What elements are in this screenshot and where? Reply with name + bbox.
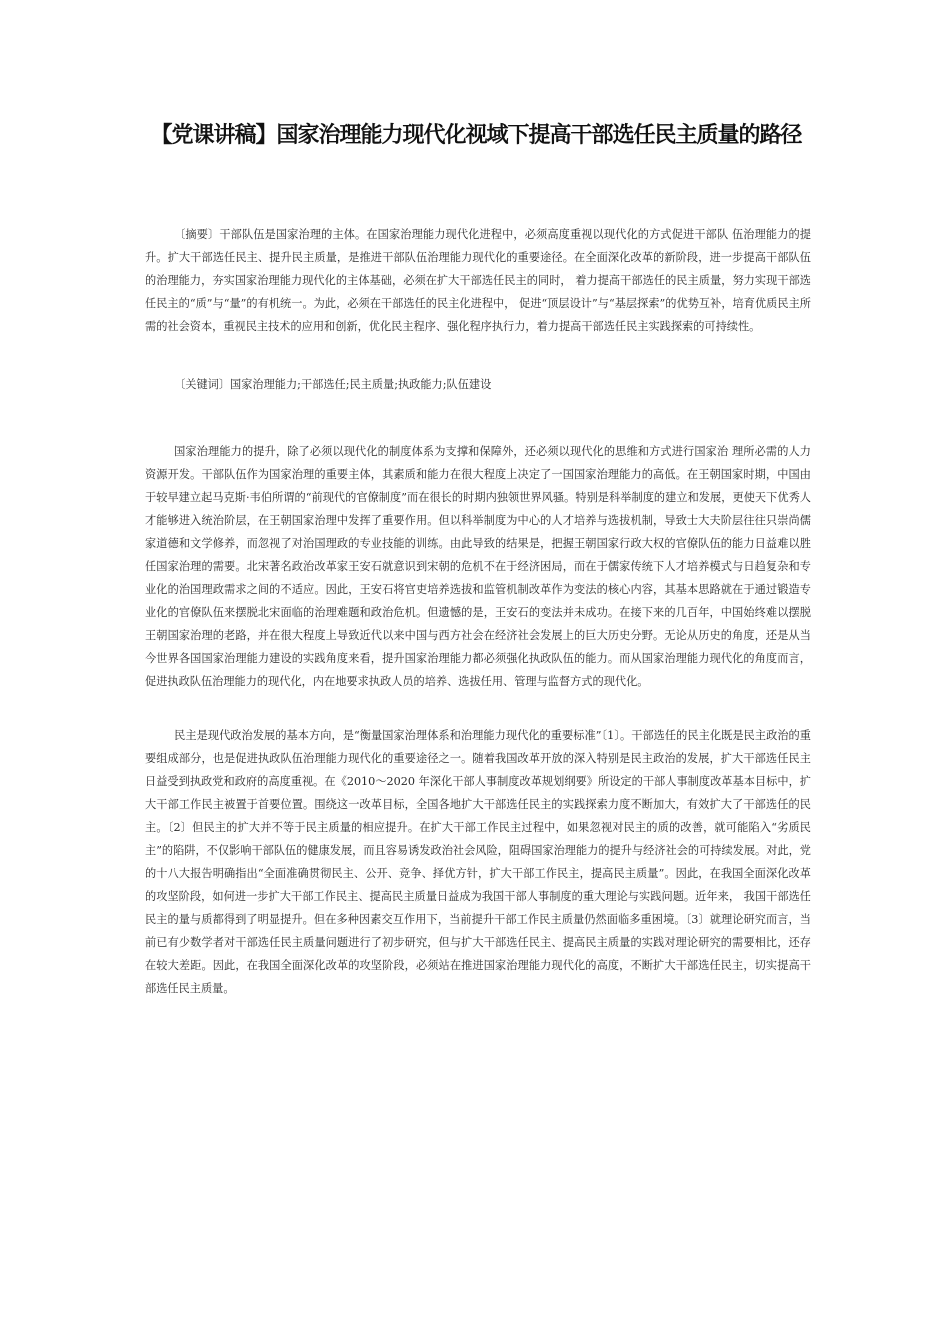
keywords-line: 〔关键词〕国家治理能力;干部选任;民主质量;执政能力;队伍建设 bbox=[174, 378, 492, 391]
document-title: 【党课讲稿】国家治理能力现代化视域下提高干部选任民主质量的路径 bbox=[150, 123, 802, 148]
body-paragraph-2: 民主是现代政治发展的基本方向，是“衡量国家治理体系和治理能力现代化的重要标准”〔1〕。干部选任的民主化既是民主政治的重要组成部分，也是促进执政队伍治理能力现代化的重要途径之一。随着我国改革开放的深入特别是民主政治的发展，扩大干部选任民主日益受到执政党和政府的高度重视。在《2010～2020 年深化干部人事制度改革规划纲要》所设定的干部人事制度改革基本目标中，扩大干部工作民主被置于首要位置。围绕这一改革目标，全国各地扩大干部选任民主的实践探索力度不断加大，有效扩大了干部选任的民主。〔2〕但民主的扩大并不等于民主质量的相应提升。在扩大干部工作民主过程中，如果忽视对民主的质的改善，就可能陷入“劣质民主”的陷阱，不仅影响干部队伍的健康发展，而且容易诱发政治社会风险，阻碍国家治理能力的提升与经济社会的可持续发展。对此，党的十八大报告明确指出“全面准确贯彻民主、公开、竞争、择优方针，扩大干部工作民主，提高民主质量”。因此，在我国全面深化改革的攻坚阶段，如何进一步扩大干部工作民主、提高民主质量日益成为我国干部人事制度的重大理论与实践问题。近年来， 我国干部选任民主的量与质都得到了明显提升。但在多种因素交互作用下，当前提升干部工作民主质量仍然面临多重困境。〔3〕就理论研究而言，当前已有少数学者对干部选任民主质量问题进行了初步研究，但与扩大干部选任民主、提高民主质量的实践对理论研究的需要相比，还存在较大差距。因此，在我国全面深化改革的攻坚阶段，必须站在推进国家治理能力现代化的高度，不断扩大干部选任民主，切实提高干部选任民主质量。 bbox=[145, 729, 811, 995]
body-paragraph-1: 国家治理能力的提升，除了必须以现代化的制度体系为支撑和保障外，还必须以现代化的思维和方式进行国家治 理所必需的人力资源开发。干部队伍作为国家治理的重要主体，其素质和能力在很大程度上决定了一国国家治理能力的高低。在王朝国家时期，中国由于较早建立起马克斯·韦伯所谓的“前现代的官僚制度”而在很长的时期内独领世界风骚。特别是科举制度的建立和发展，更使天下优秀人才能够进入统治阶层，在王朝国家治理中发挥了重要作用。但以科举制度为中心的人才培养与选拔机制，导致士大夫阶层往往只崇尚儒家道德和文学修养，而忽视了对治国理政的专业技能的训练。由此导致的结果是，把握王朝国家行政大权的官僚队伍的能力日益难以胜任国家治理的需要。北宋著名政治改革家王安石就意识到宋朝的危机不在于经济困局，而在于儒家传统下人才培养模式与日趋复杂和专业化的治国理政需求之间的不适应。因此，王安石将官吏培养选拔和监管机制改革作为变法的核心内容，其基本思路就在于通过锻造专业化的官僚队伍来摆脱北宋面临的治理难题和政治危机。但遗憾的是，王安石的变法并未成功。在接下来的几百年，中国始终难以摆脱王朝国家治理的老路，并在很大程度上导致近代以来中国与西方社会在经济社会发展上的巨大历史分野。无论从历史的角度，还是从当今世界各国国家治理能力建设的实践角度来看，提升国家治理能力都必须强化执政队伍的能力。而从国家治理能力现代化的角度而言，促进执政队伍治理能力的现代化，内在地要求执政人员的培养、选拔任用、管理与监督方式的现代化。 bbox=[145, 445, 811, 688]
abstract-paragraph: 〔摘要〕干部队伍是国家治理的主体。在国家治理能力现代化进程中，必须高度重视以现代化的方式促进干部队 伍治理能力的提升。扩大干部选任民主、提升民主质量，是推进干部队伍治理能力现代化的重要途径。在全面深化改革的新阶段，进一步提高干部队伍的治理能力，夯实国家治理能力现代化的主体基础，必须在扩大干部选任民主的同时， 着力提高干部选任的民主质量，努力实现干部选任民主的“质”与“量”的有机统一。为此，必须在干部选任的民主化进程中， 促进“顶层设计”与“基层探索”的优势互补，培育优质民主所需的社会资本，重视民主技术的应用和创新，优化民主程序、强化程序执行力，着力提高干部选任民主实践探索的可持续性。 bbox=[145, 228, 811, 333]
